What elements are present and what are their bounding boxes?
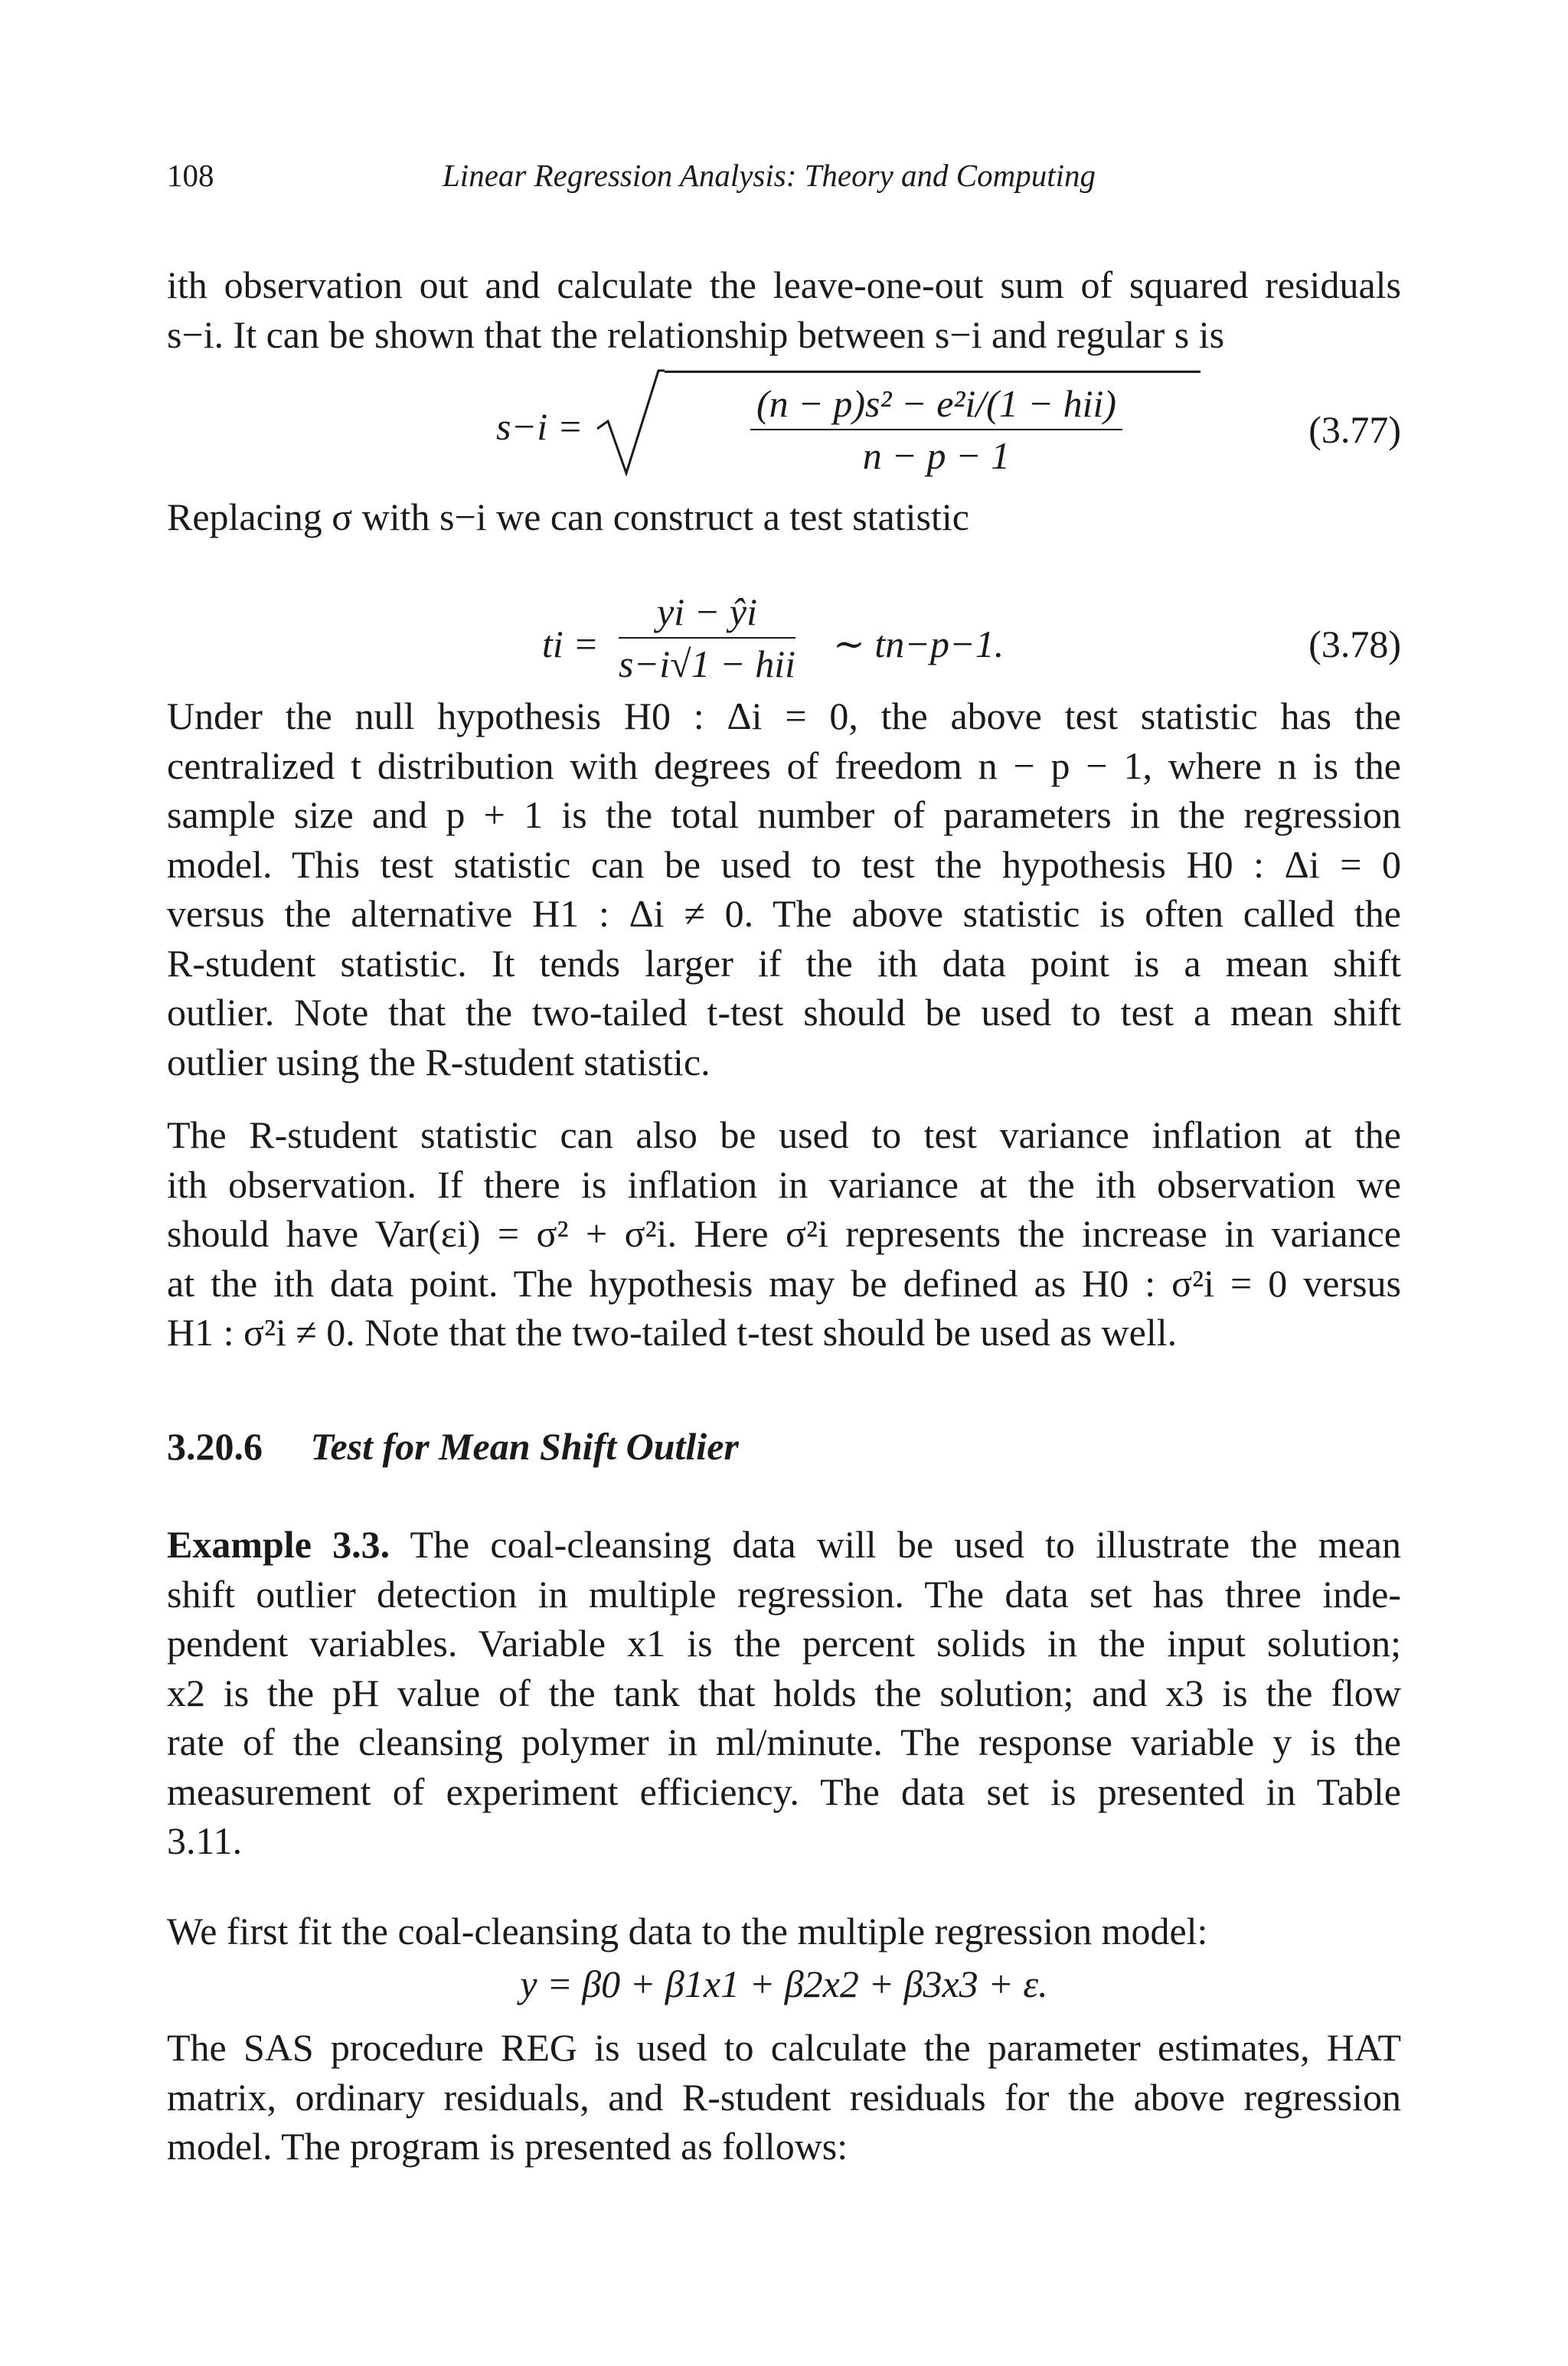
text-line: ith observation out and calculate the leave-one-out sum of squared residuals [167,263,1401,306]
paragraph-intro [167,260,1401,359]
sqrt-bar [665,371,1200,373]
text-line: should have Var(εi) = σ² + σ²i. Here σ²i represents the increase in variance [167,1212,1401,1255]
paragraph-null-hypothesis [167,691,1401,1087]
text-line: outlier using the R-student statistic. [167,1040,710,1083]
text-line: model. This test statistic can be used to test the hypothesis H0 : Δi = 0 [167,842,1401,886]
text-line: model. The program is presented as follows: [167,2125,848,2168]
text-line: The R-student statistic can also be used to test variance inflation at the [167,1113,1401,1156]
text-line: centralized t distribution with degrees of freedom n − p − 1, where n is the [167,743,1401,787]
text-line: versus the alternative H1 : Δi ≠ 0. The above statistic is often called the [167,892,1401,935]
example-text: The coal-cleansing data will be used to illustrate the mean [410,1523,1401,1566]
text-line: Under the null hypothesis H0 : Δi = 0, the above test statistic has the [167,694,1401,737]
text-line: pendent variables. Variable x1 is the percent solids in the input solution; [167,1622,1401,1665]
example-paragraph [167,1520,1401,1866]
fraction-3-77 [750,381,1122,478]
paragraph-sas [167,2023,1401,2172]
text-line: H1 : σ²i ≠ 0. Note that the two-tailed t-test should be used as well. [167,1311,1178,1354]
example-label: Example 3.3. [167,1523,390,1566]
equation-model: y = β0 + β1x1 + β2x2 + β3x3 + ε. [520,1962,1048,2005]
text-line: measurement of experiment efficiency. The data set is presented in Table [167,1770,1401,1813]
page-number: 108 [167,158,214,193]
fraction-3-78 [619,590,795,686]
section-title: Test for Mean Shift Outlier [310,1425,739,1468]
text-line: x2 is the pH value of the tank that holds the solution; and x3 is the flow [167,1671,1401,1714]
equation-3-78 [167,590,1401,704]
equation-number: (3.77) [1308,408,1401,451]
text-line: outlier. Note that the two-tailed t-test should be used to test a mean shift [167,991,1401,1034]
fraction [642,381,1231,478]
section-heading [167,1424,739,1469]
text-line: ith observation. If there is inflation in variance at the ith observation we [167,1162,1401,1206]
text-line: s−i. It can be shown that the relationship between s−i and regular s is [167,312,1225,356]
text-line: matrix, ordinary residuals, and R-student residuals for the above regression [167,2075,1401,2119]
page-header [167,157,1401,203]
equation-number: (3.78) [1308,623,1401,665]
fraction-denominator: s−i√1 − hii [619,642,796,685]
text-line: R-student statistic. It tends larger if the ith data point is a mean shift [167,941,1401,985]
fraction-numerator: yi − ŷi [619,590,795,639]
text-line: rate of the cleansing polymer in ml/minute. The response variable y is the [167,1721,1401,1763]
text-line: We first fit the coal-cleansing data to the multiple regression model: [167,1910,1208,1953]
running-title: Linear Regression Analysis: Theory and Computing [443,158,1096,193]
fraction-denominator: n − p − 1 [862,434,1011,477]
paragraph-model-fit [167,1907,1401,1956]
text-line: The SAS procedure REG is used to calculate the parameter estimates, HAT [167,2026,1401,2069]
text-line: shift outlier detection in multiple regression. The data set has three inde- [167,1572,1401,1616]
section-number: 3.20.6 [167,1425,263,1468]
equation-lhs: s−i = [496,405,583,448]
equation-3-77 [167,366,1401,481]
equation-lhs: ti = [542,623,599,665]
equation-rhs: ∼ tn−p−1. [833,623,1004,665]
fraction-numerator: (n − p)s² − e²i/(1 − hii) [750,381,1122,430]
text-line: Replacing σ with s−i we can construct a test statistic [167,495,969,538]
text-line: at the ith data point. The hypothesis may be defined as H0 : σ²i = 0 versus [167,1261,1401,1305]
text-line [167,1520,1401,1570]
paragraph-replacing [167,492,1401,542]
text-line: sample size and p + 1 is the total number of parameters in the regression [167,793,1401,836]
paragraph-variance-inflation [167,1110,1401,1358]
text-line: 3.11. [167,1819,243,1862]
